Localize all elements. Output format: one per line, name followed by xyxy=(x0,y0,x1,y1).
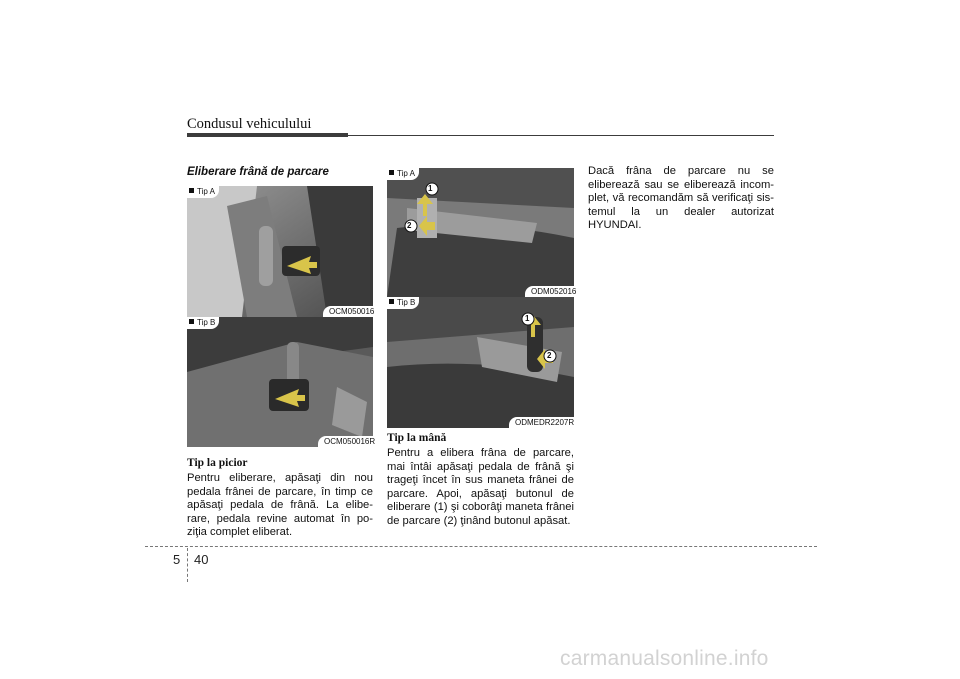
foot-brake-illustration-b xyxy=(187,317,373,447)
footer-rule xyxy=(145,546,817,547)
header-rule-accent xyxy=(187,133,348,137)
page-number: 40 xyxy=(194,552,209,567)
hand-brake-illustration-a xyxy=(387,168,574,297)
image-code: OCM050016 xyxy=(323,306,377,318)
subheading-hand-type: Tip la mână xyxy=(387,432,447,444)
image-code: ODM052016 xyxy=(525,286,579,298)
photo-hand-brake-tip-b xyxy=(387,297,574,428)
square-bullet-icon xyxy=(389,299,394,304)
tip-label: Tip B xyxy=(187,317,219,329)
photo-foot-brake-tip-a xyxy=(187,186,373,317)
body-paragraph: Pentru a elibera frâna de parcare, mai întâi apăsaţi pedala de frână şi trageţi încet în sus maneta frânei de parcare. Apoi, apăsaţi butonul de eliberare (1) şi coborâţi maneta frânei de parcare (2) ţinând butonul apăsat. xyxy=(387,447,574,527)
foot-brake-illustration-a xyxy=(187,186,373,317)
tip-label: Tip A xyxy=(387,168,419,180)
body-paragraph: Pentru eliberare, apăsaţi din nou pedala frânei de parcare, în timp ce apăsaţi pedala de frână. La elibe-rare, pedala revine automat în po-ziţia complet eliberat. xyxy=(187,472,373,539)
square-bullet-icon xyxy=(389,170,394,175)
callout-2: 2 xyxy=(407,221,412,230)
callout-1: 1 xyxy=(525,314,530,323)
image-code: OCM050016R xyxy=(318,436,378,448)
chapter-number: 5 xyxy=(173,552,181,567)
running-header: Condusul vehiculului xyxy=(187,116,312,132)
tip-label: Tip B xyxy=(387,297,419,309)
image-code: ODMEDR2207R xyxy=(509,417,577,429)
hand-brake-illustration-b xyxy=(387,297,574,428)
photo-hand-brake-tip-a xyxy=(387,168,574,297)
subheading-foot-type: Tip la picior xyxy=(187,457,248,469)
header-rule xyxy=(348,135,774,136)
square-bullet-icon xyxy=(189,188,194,193)
callout-2: 2 xyxy=(547,351,552,360)
square-bullet-icon xyxy=(189,319,194,324)
footer-divider xyxy=(187,548,188,582)
callout-1: 1 xyxy=(428,184,433,193)
section-heading: Eliberare frână de parcare xyxy=(187,166,329,178)
watermark: carmanualsonline.info xyxy=(560,647,769,670)
tip-label: Tip A xyxy=(187,186,219,198)
body-paragraph: Dacă frâna de parcare nu se eliberează sau se eliberează incom-plet, vă recomandăm să verificaţi sis-temul la un dealer autorizat HYUNDAI. xyxy=(588,165,774,232)
photo-foot-brake-tip-b xyxy=(187,317,373,447)
